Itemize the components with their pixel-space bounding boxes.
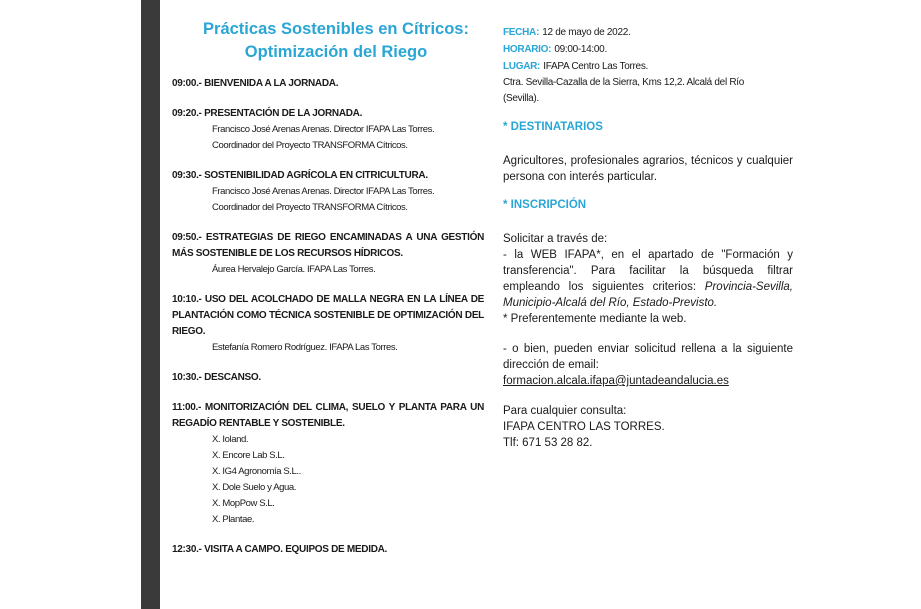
agenda-item-detail: X. Encore Lab S.L. — [212, 450, 285, 461]
agenda-item-detail: X. IG4 Agronomía S.L.. — [212, 466, 301, 477]
agenda-item-detail: X. Ioland. — [212, 434, 249, 445]
horario-value: 09:00-14:00. — [554, 44, 607, 55]
inscripcion-heading: * INSCRIPCIÓN — [503, 199, 587, 211]
agenda-item-detail: Coordinador del Proyecto TRANSFORMA Cítricos. — [212, 140, 408, 151]
agenda-item-detail: X. MopPow S.L. — [212, 498, 275, 509]
fecha-value: 12 de mayo de 2022. — [542, 27, 631, 38]
program-column — [172, 18, 484, 572]
agenda-item-heading: 12:30.- VISITA A CAMPO. EQUIPOS DE MEDIDA. — [172, 544, 388, 555]
inscripcion-web-text: - la WEB IFAPA*, en el apartado de "Formación y transferencia". Para facilitar la búsqueda filtrar empleando los siguientes criterios: — [503, 249, 793, 293]
agenda-item-detail: Francisco José Arenas Arenas. Director IFAPA Las Torres. — [212, 124, 435, 135]
fecha-label: FECHA: — [503, 27, 539, 38]
document-title — [172, 18, 484, 64]
agenda-item-detail: Estefanía Romero Rodríguez. IFAPA Las Torres. — [212, 342, 398, 353]
inscripcion-web — [503, 247, 793, 311]
consulta-line-3: Tlf: 671 53 28 82. — [503, 437, 593, 449]
agenda-item-detail: X. Plantae. — [212, 514, 255, 525]
direccion-line-1: Ctra. Sevilla-Cazalla de la Sierra, Kms 12,2. Alcalá del Río — [503, 77, 745, 88]
horario-label: HORARIO: — [503, 44, 552, 55]
title-line-1: Prácticas Sostenibles en Cítricos: — [203, 20, 469, 38]
inscripcion-intro: Solicitar a través de: — [503, 233, 608, 245]
agenda-item-heading: 09:30.- SOSTENIBILIDAD AGRÍCOLA EN CITRICULTURA. — [172, 170, 428, 181]
agenda-item — [172, 230, 484, 278]
inscripcion-preferente: * Preferentemente mediante la web. — [503, 313, 687, 325]
inscripcion-email-text: - o bien, pueden enviar solicitud rellena a la siguiente dirección de email: — [503, 343, 793, 371]
agenda-item-detail: X. Dole Suelo y Agua. — [212, 482, 297, 493]
consulta-line-1: Para cualquier consulta: — [503, 405, 627, 417]
agenda-item-detail: Francisco José Arenas Arenas. Director IFAPA Las Torres. — [212, 186, 435, 197]
agenda-item — [172, 168, 484, 216]
destinatarios-text: Agricultores, profesionales agrarios, técnicos y cualquier persona con interés particular. — [503, 155, 793, 183]
direccion-line-2: (Sevilla). — [503, 93, 539, 104]
consulta-line-2: IFAPA CENTRO LAS TORRES. — [503, 421, 665, 433]
agenda-item-heading: 10:10.- USO DEL ACOLCHADO DE MALLA NEGRA EN LA LÍNEA DE PLANTACIÓN COMO TÉCNICA SOSTENIBLE DE OPTIMIZACIÓN DEL RIEGO. — [172, 294, 484, 337]
agenda-item-heading: 09:20.- PRESENTACIÓN DE LA JORNADA. — [172, 108, 363, 119]
title-line-2: Optimización del Riego — [244, 43, 428, 61]
agenda-item — [172, 400, 484, 528]
agenda-item-heading: 11:00.- MONITORIZACIÓN DEL CLIMA, SUELO Y PLANTA PARA UN REGADÍO RENTABLE Y SOSTENIBLE. — [172, 402, 484, 429]
agenda-item-detail: Coordinador del Proyecto TRANSFORMA Cítricos. — [212, 202, 408, 213]
destinatarios-heading: * DESTINATARIOS — [503, 121, 603, 133]
page-edge-bar — [141, 0, 160, 609]
agenda-item-detail: Áurea Hervalejo García. IFAPA Las Torres. — [212, 264, 376, 275]
agenda-item-heading: 10:30.- DESCANSO. — [172, 372, 261, 383]
agenda-item-heading: 09:00.- BIENVENIDA A LA JORNADA. — [172, 78, 339, 89]
agenda-item-heading: 09:50.- ESTRATEGIAS DE RIEGO ENCAMINADAS A UNA GESTIÓN MÁS SOSTENIBLE DE LOS RECURSOS HÍDRICOS. — [172, 232, 484, 259]
agenda-item — [172, 292, 484, 356]
agenda-item — [172, 106, 484, 154]
agenda-list — [172, 76, 484, 558]
email-link[interactable]: formacion.alcala.ifapa@juntadeandalucia.es — [503, 375, 729, 387]
lugar-label: LUGAR: — [503, 61, 541, 72]
agenda-item — [172, 76, 484, 92]
info-column — [503, 24, 793, 451]
agenda-item — [172, 542, 484, 558]
lugar-value: IFAPA Centro Las Torres. — [543, 61, 649, 72]
inscripcion-criterios: Provincia-Sevilla, Municipio-Alcalá del Río, Estado-Previsto. — [503, 281, 793, 309]
agenda-item — [172, 370, 484, 386]
